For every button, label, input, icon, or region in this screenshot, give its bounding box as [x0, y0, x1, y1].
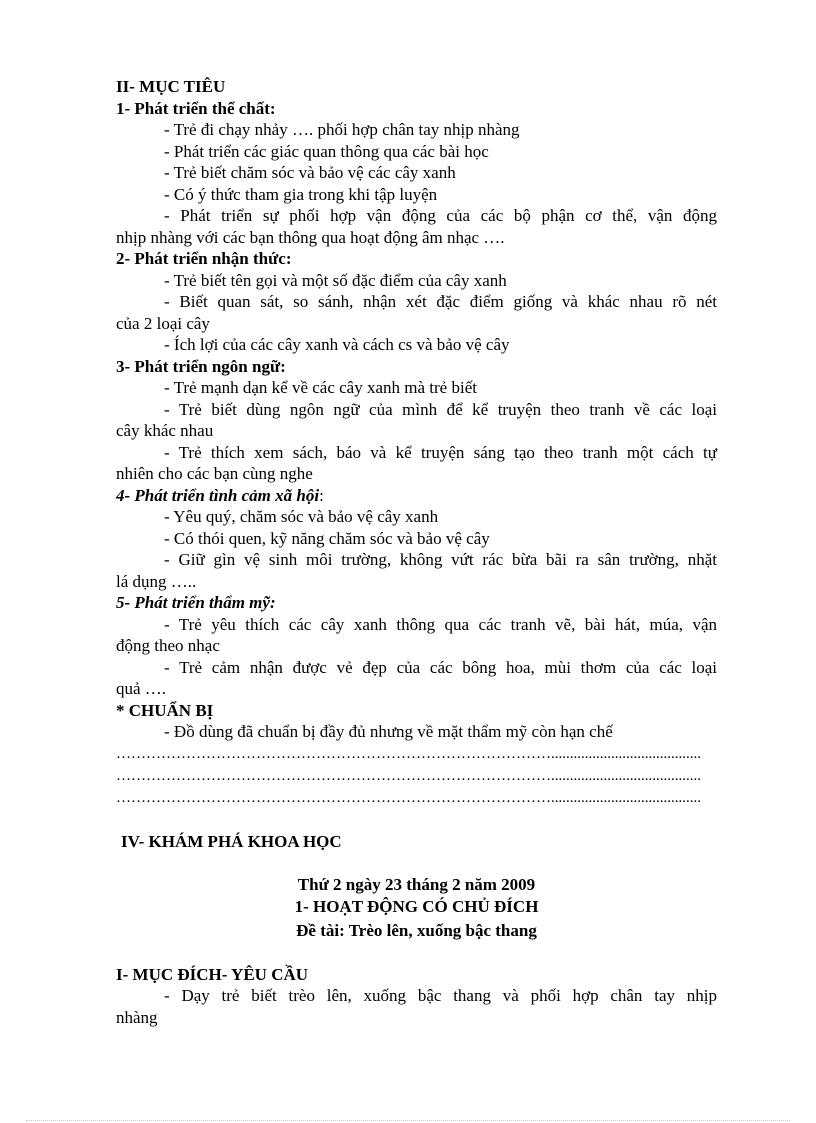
list-item-continuation: quả ….	[116, 679, 167, 698]
list-item: - Trẻ biết chăm sóc và bảo vệ các cây xanh	[164, 163, 456, 182]
section-heading-muc-dich: I- MỤC ĐÍCH- YÊU CẦU	[116, 964, 309, 984]
subheading-tinh-cam-xa-hoi	[116, 485, 717, 507]
lesson-topic: Đề tài: Trèo lên, xuống bậc thang	[296, 921, 537, 940]
document-body	[116, 76, 717, 1028]
section-heading-muc-tieu: II- MỤC TIÊU	[116, 77, 226, 96]
list-item: - Đồ dùng đã chuẩn bị đầy đủ nhưng về mặt thẩm mỹ còn hạn chế	[164, 722, 613, 741]
section-heading-kham-pha-khoa-hoc: IV- KHÁM PHÁ KHOA HỌC	[121, 831, 342, 851]
dotted-fill-line: ……………………………………………………………………………........................................	[116, 745, 701, 762]
list-item: - Ích lợi của các cây xanh và cách cs và bảo vệ cây	[164, 335, 510, 354]
list-item: - Trẻ cảm nhận được vẻ đẹp của các bông hoa, mùi thơm của các loại	[164, 657, 717, 677]
list-item-continuation: lá dụng …..	[116, 571, 197, 591]
list-item: - Trẻ yêu thích các cây xanh thông qua các tranh vẽ, bài hát, múa, vận	[164, 614, 717, 634]
subheading-ngon-ngu: 3- Phát triển ngôn ngữ:	[116, 356, 286, 376]
list-item: - Biết quan sát, so sánh, nhận xét đặc điểm giống và khác nhau rõ nét	[164, 292, 717, 311]
dotted-fill-line: ……………………………………………………………………………........................................	[116, 767, 701, 784]
page-bottom-dotted-rule	[26, 1120, 790, 1121]
list-item: - Giữ gìn vệ sinh môi trường, không vứt rác bừa bãi ra sân trường, nhặt	[164, 550, 717, 569]
dotted-fill-line: ……………………………………………………………………………........................................	[116, 789, 701, 806]
subheading-tham-my: 5- Phát triển thẩm mỹ:	[116, 593, 276, 612]
list-item: - Trẻ thích xem sách, báo và kể truyện sáng tạo theo tranh một cách tự	[164, 442, 717, 462]
list-item: - Có thói quen, kỹ năng chăm sóc và bảo vệ cây	[164, 528, 490, 548]
list-item: - Có ý thức tham gia trong khi tập luyện	[164, 184, 438, 204]
list-item-continuation: động theo nhạc	[116, 636, 220, 655]
list-item: - Trẻ biết tên gọi và một số đặc điểm của cây xanh	[164, 270, 507, 290]
list-item: - Phát triển các giác quan thông qua các bài học	[164, 141, 489, 161]
list-item-continuation: cây khác nhau	[116, 421, 214, 440]
list-item: - Phát triển sự phối hợp vận động của các bộ phận cơ thể, vận động	[164, 206, 717, 225]
section-heading-chuan-bi: * CHUẨN BỊ	[116, 700, 214, 720]
subheading-the-chat: 1- Phát triển thể chất:	[116, 98, 276, 118]
list-item: - Trẻ đi chạy nhảy …. phối hợp chân tay nhịp nhàng	[164, 120, 520, 139]
spacer	[116, 852, 717, 874]
list-item-continuation: nhiên cho các bạn cùng nghe	[116, 464, 313, 483]
spacer	[116, 942, 717, 964]
list-item-continuation: của 2 loại cây	[116, 313, 210, 333]
list-item: - Yêu quý, chăm sóc và bảo vệ cây xanh	[164, 507, 439, 526]
list-item: - Trẻ mạnh dạn kể về các cây xanh mà trẻ biết	[164, 378, 477, 397]
subheading-nhan-thuc: 2- Phát triển nhận thức:	[116, 249, 292, 268]
list-item-continuation: nhàng	[116, 1007, 158, 1027]
subheading-colon: :	[319, 485, 324, 505]
list-item: - Dạy trẻ biết trèo lên, xuống bậc thang và phối hợp chân tay nhịp	[164, 986, 717, 1005]
subheading-text: 4- Phát triển tình cảm xã hội	[116, 485, 320, 505]
spacer	[116, 809, 717, 831]
lesson-date: Thứ 2 ngày 23 tháng 2 năm 2009	[297, 875, 536, 894]
list-item-continuation: nhịp nhàng với các bạn thông qua hoạt động âm nhạc ….	[116, 227, 505, 247]
activity-title: 1- HOẠT ĐỘNG CÓ CHỦ ĐÍCH	[294, 896, 539, 916]
list-item: - Trẻ biết dùng ngôn ngữ của mình để kể truyện theo tranh về các loại	[164, 399, 717, 419]
